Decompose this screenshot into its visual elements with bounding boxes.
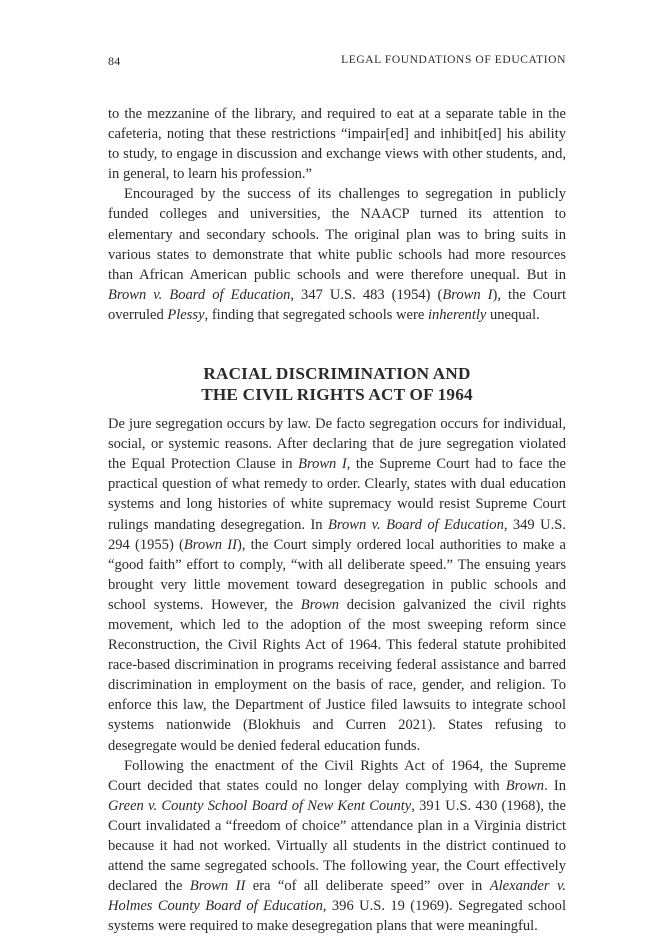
body-paragraph xyxy=(108,184,566,325)
text-run: ), the Court overruled xyxy=(108,286,566,323)
italic-text: Brown v. Board of Education xyxy=(108,286,291,303)
text-run: , the Supreme Court had to face the practical question of what remedy to order. Clearly, states with dual education systems and long histories of white supremacy would resist Supreme Court rulings mandating desegregation. In xyxy=(108,456,567,533)
italic-text: inherently xyxy=(427,306,487,323)
text-run: , 391 U.S. 430 (1968), the Court invalidated a “freedom of choice” attendance plan in a Virginia district because it had not worked. Virtually all students in the district continued to attend the same segregated schools. The following year, the Court effectively declared the xyxy=(108,797,566,895)
text-run: ), the Court simply ordered local authorities to make a “good faith” effort to comply, “with all deliberate speed.” The ensuing years brought very little movement toward desegregation in public schools and school systems. However, the xyxy=(108,536,566,613)
text-run: unequal. xyxy=(486,306,540,323)
italic-text: Brown II xyxy=(183,536,237,553)
page-header xyxy=(108,54,566,72)
text-run: , 349 U.S. 294 (1955) ( xyxy=(108,516,566,553)
italic-text: Alexander v. Holmes County Board of Education xyxy=(108,878,566,915)
text-run: Following the enactment of the Civil Rights Act of 1964, the Supreme Court decided that states could no longer delay complying with xyxy=(108,757,566,794)
section-heading-line-2: THE CIVIL RIGHTS ACT OF 1964 xyxy=(201,385,473,405)
page-body xyxy=(108,104,566,936)
italic-text: Green v. County School Board of New Kent County xyxy=(108,797,412,814)
text-run: , 347 U.S. 483 (1954) ( xyxy=(290,286,443,303)
italic-text: Plessy xyxy=(167,306,205,323)
page-number: 84 xyxy=(108,54,121,68)
italic-text: Brown xyxy=(505,777,545,794)
text-run: , finding that segregated schools were xyxy=(204,306,428,323)
text-run: . In xyxy=(544,777,566,794)
running-head: LEGAL FOUNDATIONS OF EDUCATION xyxy=(341,54,566,66)
body-paragraph xyxy=(108,414,566,756)
text-run: , 396 U.S. 19 (1969). Segregated school systems were required to make desegregation plans that were meaningful. xyxy=(108,898,567,935)
body-paragraph xyxy=(108,756,566,937)
text-after-heading xyxy=(108,414,566,936)
text-run: Encouraged by the success of its challenges to segregation in publicly funded colleges and universities, the NAACP turned its attention to elementary and secondary schools. The original plan was to bring suits in various states to demonstrate that white public schools had more resources than African American public schools and were therefore unequal. But in xyxy=(108,186,566,283)
italic-text: Brown I xyxy=(298,456,347,473)
text-before-heading xyxy=(108,104,566,325)
text-run: to the mezzanine of the library, and required to eat at a separate table in the cafeteria, noting that these restrictions “impair[ed] and inhibit[ed] his ability to study, to engage in discussion and exchange views with other students, and, in general, to learn his profession.” xyxy=(108,106,566,183)
italic-text: Brown I xyxy=(442,286,493,303)
text-run: De jure segregation occurs by law. De facto segregation occurs for individual, social, or systemic reasons. After declaring that de jure segregation violated the Equal Protection Clause in xyxy=(108,416,566,473)
section-heading xyxy=(108,363,566,405)
text-run: era “of all deliberate speed” over in xyxy=(245,878,490,895)
body-paragraph xyxy=(108,104,566,184)
text-run: decision galvanized the civil rights movement, which led to the adoption of the most sweeping reform since Reconstruction, the Civil Rights Act of 1964. This federal statute prohibited race-based discrimination in programs receiving federal assistance and barred discrimination in employment on the basis of race, gender, and religion. To enforce this law, the Department of Justice filed lawsuits to integrate school systems nationwide (Blokhuis and Curren 2021). States refusing to desegregate would be denied federal education funds. xyxy=(108,596,567,754)
italic-text: Brown II xyxy=(189,878,246,895)
italic-text: Brown v. Board of Education xyxy=(328,516,504,533)
section-heading-line-1: RACIAL DISCRIMINATION AND xyxy=(203,364,471,384)
italic-text: Brown xyxy=(300,596,340,613)
